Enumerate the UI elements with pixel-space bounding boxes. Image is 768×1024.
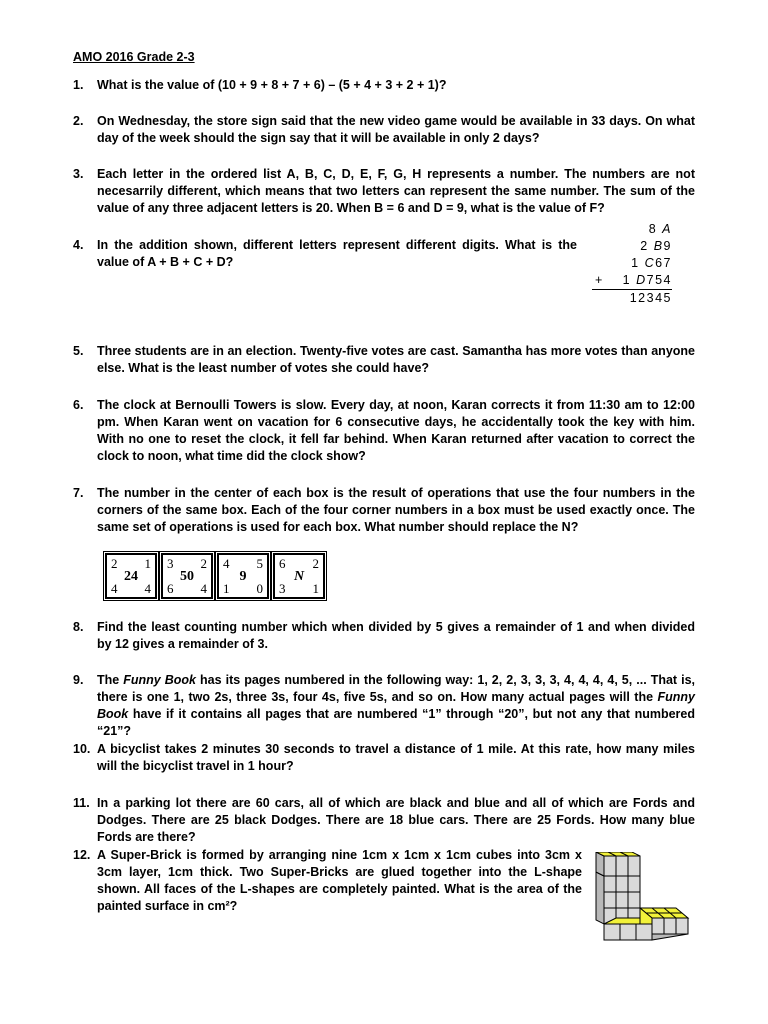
number-boxes	[105, 553, 325, 599]
number-box-3	[217, 553, 269, 599]
corner-number: 2	[111, 556, 118, 571]
corner-number: 4	[200, 581, 207, 596]
question-number: 5.	[73, 344, 84, 358]
number-box-1	[105, 553, 157, 599]
corner-number: 3	[279, 581, 286, 596]
question-6	[73, 397, 695, 465]
addition-row-3	[592, 255, 672, 272]
letter-a: A	[662, 222, 672, 236]
text-segment: The	[97, 673, 124, 687]
l-shape-brick-figure	[590, 852, 690, 944]
letter-c: C	[644, 256, 656, 270]
question-number: 4.	[73, 238, 84, 252]
corner-number: 1	[312, 581, 319, 596]
page-title: AMO 2016 Grade 2-3	[73, 50, 195, 64]
question-text	[97, 672, 695, 740]
question-7	[73, 485, 695, 536]
corner-number: 0	[256, 581, 263, 596]
center-number: 9	[239, 569, 247, 584]
digit: 1	[631, 256, 640, 270]
digit: 754	[646, 273, 672, 287]
corner-number: 1	[144, 556, 151, 571]
book-title: Funny Book	[123, 673, 197, 687]
question-text: A bicyclist takes 2 minutes 30 seconds to travel a distance of 1 mile. At this rate, how many miles will the bicyclist travel in 1 hour?	[97, 742, 695, 773]
question-number: 11.	[73, 796, 90, 810]
question-number: 8.	[73, 620, 84, 634]
addition-row-1	[592, 221, 672, 238]
addition-row-4	[592, 272, 672, 290]
question-number: 1.	[73, 78, 84, 92]
text-segment: have if it contains all pages that are numbered “1” through “20”, but not any that numbered “21”?	[97, 707, 695, 738]
corner-number: 3	[167, 556, 174, 571]
letter-b: B	[653, 239, 664, 253]
question-5	[73, 343, 695, 377]
digit: 2	[640, 239, 649, 253]
vertical-brick	[596, 852, 640, 924]
center-number: 50	[180, 569, 194, 584]
question-text: Find the least counting number which when divided by 5 gives a remainder of 1 and when divided by 12 gives a remainder of 3.	[97, 620, 695, 651]
corner-number: 4	[223, 556, 230, 571]
corner-number: 5	[256, 556, 263, 571]
question-text: On Wednesday, the store sign said that the new video game would be available in 33 days. On what day of the week should the sign say that it will be available in only 2 days?	[97, 114, 695, 145]
corner-number: 4	[144, 581, 151, 596]
question-9	[73, 672, 695, 740]
book-title: Funny Book	[97, 690, 695, 721]
corner-number: 2	[312, 556, 319, 571]
question-text: What is the value of (10 + 9 + 8 + 7 + 6) – (5 + 4 + 3 + 2 + 1)?	[97, 78, 447, 92]
addition-row-2	[592, 238, 672, 255]
digit: 1	[622, 273, 632, 287]
digit: 8	[648, 222, 658, 236]
text-segment: has its pages numbered in the following way: 1, 2, 2, 3, 3, 3, 4, 4, 4, 4, 5, ... That is, there is one 1, two 2s, three 3s, four 4s, five 5s, and so on. How many actual pages will the	[97, 673, 695, 704]
number-box-4	[273, 553, 325, 599]
question-1	[73, 77, 695, 94]
letter-d: D	[636, 273, 647, 287]
corner-number: 4	[111, 581, 118, 596]
corner-number: 1	[223, 581, 230, 596]
center-number: 24	[124, 569, 138, 584]
question-text: In the addition shown, different letters represent different digits. What is the value of A + B + C + D?	[97, 238, 577, 269]
addition-sum: 12345	[629, 291, 672, 305]
question-number: 9.	[73, 673, 84, 687]
question-text: Three students are in an election. Twenty-five votes are cast. Samantha has more votes than anyone else. What is the least number of votes she could have?	[97, 344, 695, 375]
question-number: 10.	[73, 742, 91, 756]
question-text: The number in the center of each box is the result of operations that use the four numbers in the corners of the same box. Each of the four corner numbers in a box must be used exactly once. The same set of operations is used for each box. What number should replace the N?	[97, 486, 695, 534]
number-box-2	[161, 553, 213, 599]
question-10	[73, 741, 695, 775]
question-3	[73, 166, 695, 217]
question-number: 7.	[73, 486, 84, 500]
question-number: 6.	[73, 398, 84, 412]
question-8	[73, 619, 695, 653]
corner-number: 6	[167, 581, 174, 596]
question-number: 3.	[73, 167, 84, 181]
question-text: In a parking lot there are 60 cars, all of which are black and blue and all of which are Fords and Dodges. There are 25 black Dodges. There are 18 blue cars. There are 25 Fords. How many blue Fords are there?	[97, 796, 695, 844]
question-text: The clock at Bernoulli Towers is slow. Every day, at noon, Karan corrects it from 11:30 am to 12:00 pm. When Karan went on vacation for 6 consecutive days, he accidentally took the key with him. With no one to reset the clock, it fell far behind. When Karan returned after vacation to correct the clock to noon, what time did the clock show?	[97, 398, 695, 463]
corner-number: 2	[200, 556, 207, 571]
question-2	[73, 113, 695, 147]
question-text: A Super-Brick is formed by arranging nine 1cm x 1cm x 1cm cubes into 3cm x 3cm layer, 1cm thick. Two Super-Bricks are glued together into the L-shape shown. All faces of the L-shapes are completely painted. What is the area of the painted surface in cm²?	[97, 848, 582, 913]
digit: 9	[663, 239, 672, 253]
plus-sign: +	[595, 273, 604, 287]
question-11	[73, 795, 695, 846]
question-number: 2.	[73, 114, 84, 128]
question-text: Each letter in the ordered list A, B, C, D, E, F, G, H represents a number. The numbers are not necesarrily different, which means that two letters can represent the same number. The sum of the value of any three adjacent letters is 20. When B = 6 and D = 9, what is the value of F?	[97, 167, 695, 215]
corner-number: 6	[279, 556, 286, 571]
question-number: 12.	[73, 848, 91, 862]
center-unknown: N	[293, 569, 305, 584]
digit: 67	[655, 256, 672, 270]
addition-puzzle	[592, 221, 672, 307]
